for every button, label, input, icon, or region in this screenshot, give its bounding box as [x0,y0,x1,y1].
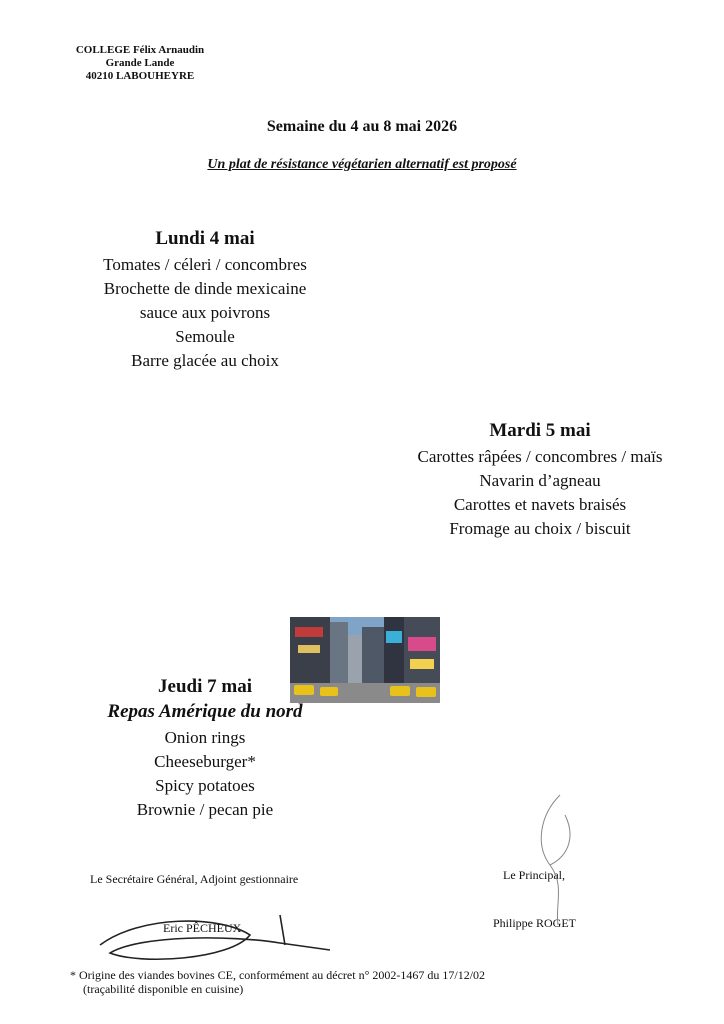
day-title: Lundi 4 mai [155,228,255,249]
dish: Navarin d’agneau [479,471,601,490]
principal-label: Le Principal, [503,868,565,882]
dish: Onion rings [164,728,246,747]
footnote [70,968,485,996]
week-title: Semaine du 4 au 8 mai 2026 [266,118,458,135]
menu-monday [55,228,355,373]
school-header [40,44,240,83]
principal-signature [520,785,600,955]
footnote-traceability: (traçabilité disponible en cuisine) [83,982,244,996]
dish: sauce aux poivrons [139,303,271,322]
footnote-origin: * Origine des viandes bovines CE, conformément au décret n° 2002-1467 du 17/12/02 [70,968,486,982]
vegetarian-note-text: Un plat de résistance végétarien alternatif est proposé [207,157,517,172]
vegetarian-note [0,157,724,173]
secretary-label: Le Secrétaire Général, Adjoint gestionnaire [90,872,299,886]
dish: Cheeseburger* [154,752,256,771]
theme-subtitle: Repas Amérique du nord [107,701,303,722]
day-title: Jeudi 7 mai [158,676,252,697]
dish: Semoule [175,327,235,346]
dish: Fromage au choix / biscuit [449,519,631,538]
school-address: 40210 LABOUHEYRE [85,70,195,82]
menu-tuesday [380,420,700,541]
principal-name: Philippe ROGET [493,916,576,930]
dish: Barre glacée au choix [131,351,279,370]
dish: Tomates / céleri / concombres [103,255,307,274]
dish: Spicy potatoes [155,776,255,795]
dish: Carottes râpées / concombres / maïs [417,447,663,466]
secretary-name: Eric PÊCHEUX [163,921,242,935]
day-title: Mardi 5 mai [489,420,591,441]
dish: Brochette de dinde mexicaine [103,279,307,298]
secretary-signature [80,905,340,975]
dish: Carottes et navets braisés [453,495,627,514]
school-area: Grande Lande [105,57,175,69]
school-name: COLLEGE Félix Arnaudin [75,44,205,56]
menu-thursday [55,676,355,822]
dish: Brownie / pecan pie [136,800,274,819]
